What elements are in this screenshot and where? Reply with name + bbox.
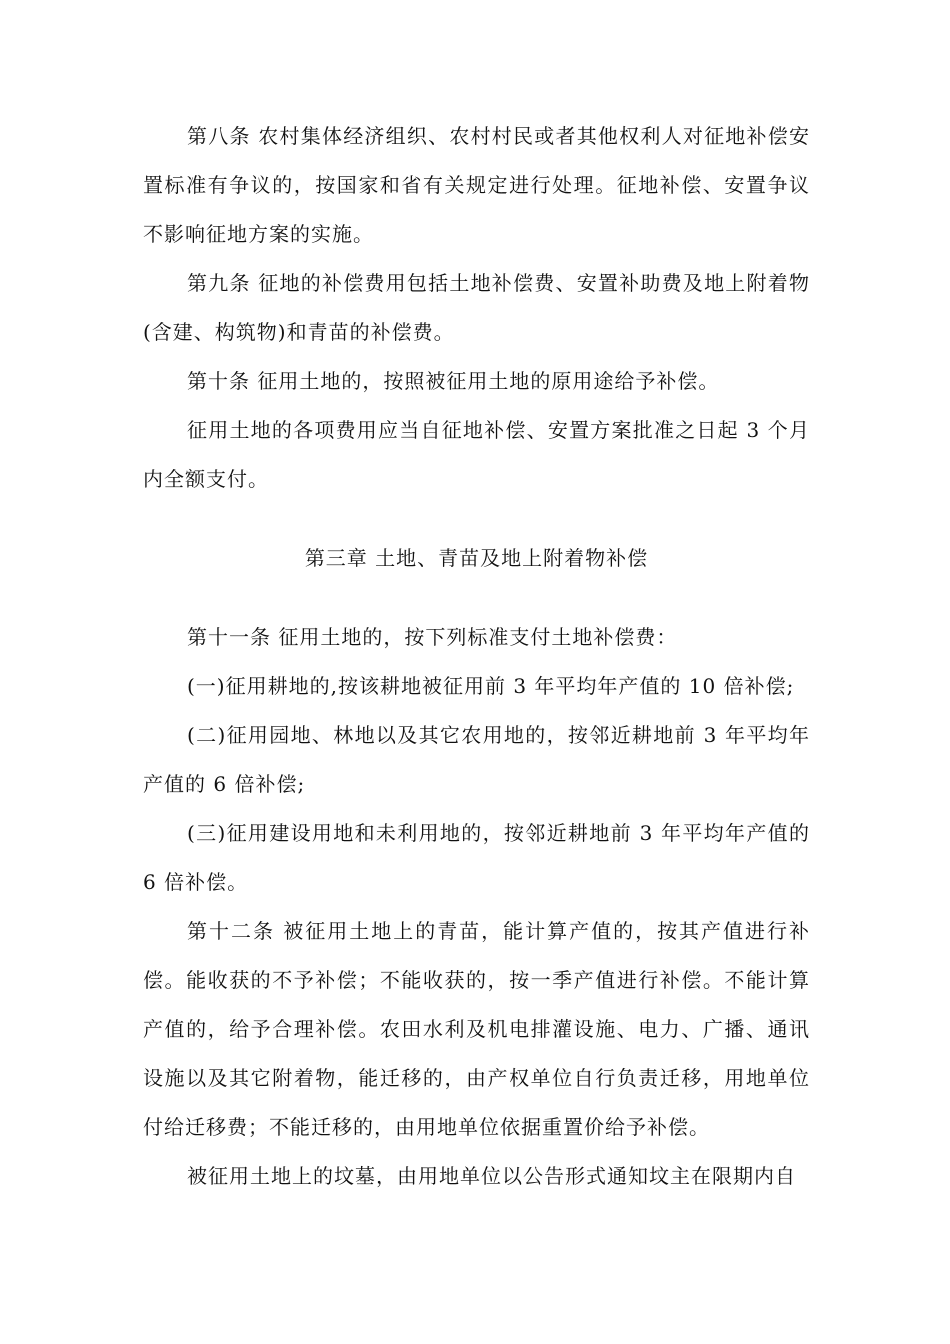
article-11-item-3: (三)征用建设用地和未利用地的，按邻近耕地前 3 年平均年产值的 6 倍补偿。	[143, 821, 810, 894]
article-9-paragraph: 第九条 征地的补偿费用包括土地补偿费、安置补助费及地上附着物(含建、构筑物)和青苗的补偿费。	[143, 271, 810, 344]
graves-paragraph: 被征用土地上的坟墓，由用地单位以公告形式通知坟主在限期内自	[187, 1164, 796, 1188]
article-8-paragraph: 第八条 农村集体经济组织、农村村民或者其他权利人对征地补偿安置标准有争议的，按国家和省有关规定进行处理。征地补偿、安置争议不影响征地方案的实施。	[143, 124, 810, 246]
chapter-heading: 第三章 土地、青苗及地上附着物补偿	[304, 546, 649, 570]
article-11-item-1: (一)征用耕地的,按该耕地被征用前 3 年平均年产值的 10 倍补偿;	[187, 674, 795, 698]
article-10-payment-paragraph: 征用土地的各项费用应当自征地补偿、安置方案批准之日起 3 个月内全额支付。	[143, 418, 810, 491]
article-11-item-2: (二)征用园地、林地以及其它农用地的，按邻近耕地前 3 年平均年产值的 6 倍补偿;	[143, 723, 810, 796]
article-12-paragraph: 第十二条 被征用土地上的青苗，能计算产值的，按其产值进行补偿。能收获的不予补偿；不能收获的，按一季产值进行补偿。不能计算产值的，给予合理补偿。农田水利及机电排灌设施、电力、广播、通讯设施以及其它附着物，能迁移的，由产权单位自行负责迁移，用地单位付给迁移费；不能迁移的，由用地单位依据重置价给予补偿。	[143, 919, 810, 1139]
article-11-paragraph: 第十一条 征用土地的，按下列标准支付土地补偿费：	[187, 625, 678, 649]
document-page	[143, 112, 810, 1201]
article-10-paragraph: 第十条 征用土地的，按照被征用土地的原用途给予补偿。	[187, 369, 720, 393]
